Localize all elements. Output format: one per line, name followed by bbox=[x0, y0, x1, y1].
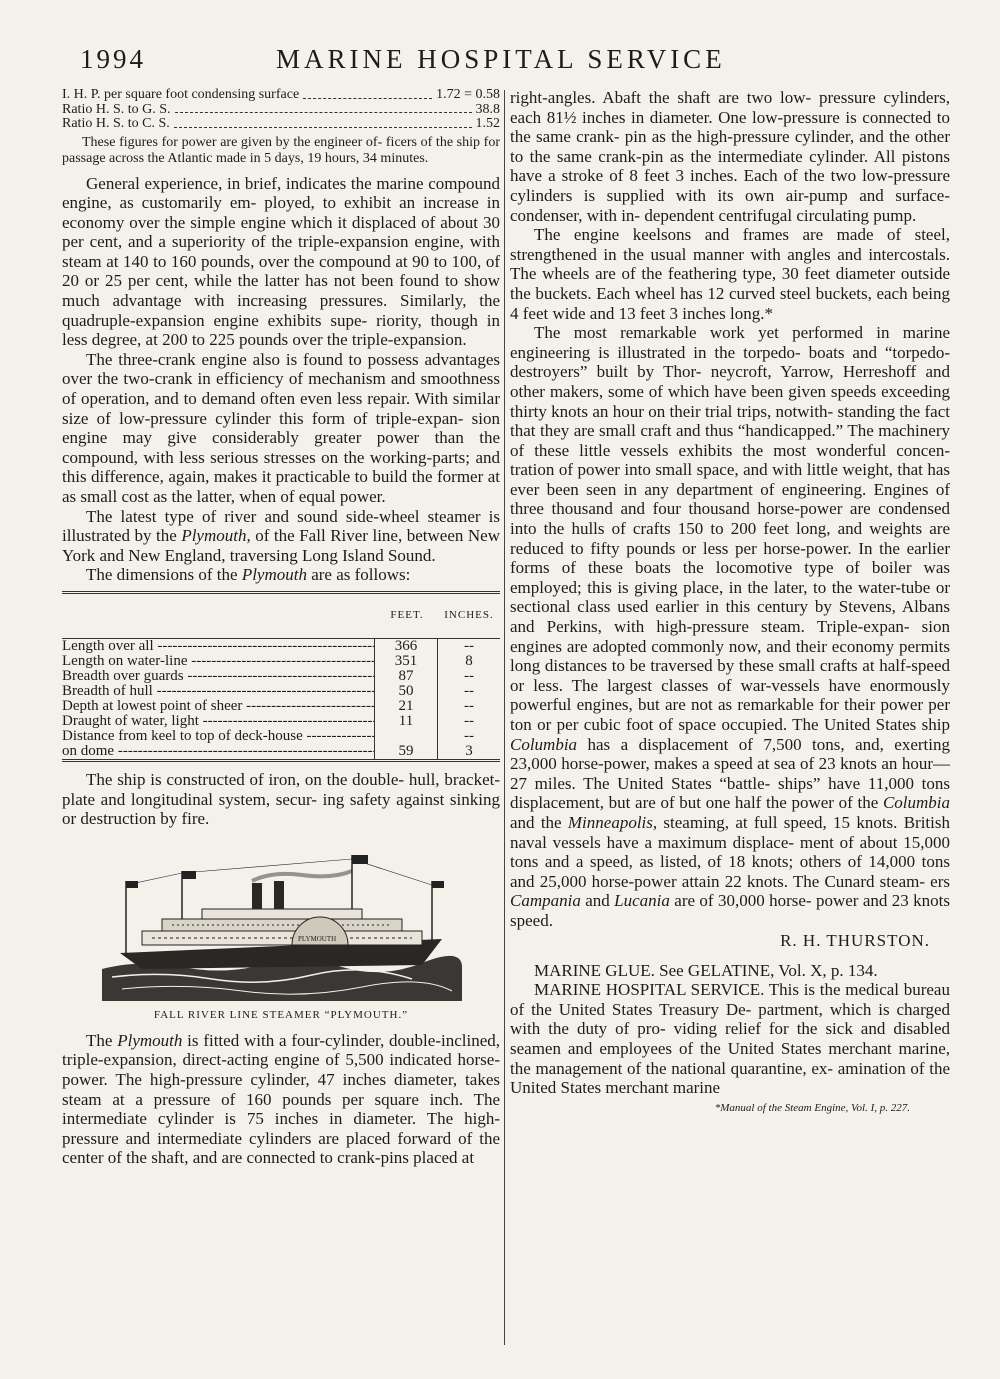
entry-marine-glue: MARINE GLUE. See GELATINE, Vol. X, p. 134. bbox=[534, 960, 878, 980]
entry-marine-hospital-service: MARINE HOSPITAL SERVICE. This is the medical bureau of the United States Treasury De- partment, which is charged with the duty of pro- viding relief for the sick and disabled seamen and employees of the United States merchant marine, the management of the national quarantine, ex- amination of the United States merchant marine bbox=[510, 980, 950, 1098]
figure-caption: FALL RIVER LINE STEAMER “PLYMOUTH.” bbox=[153, 1008, 409, 1021]
row-label: Depth at lowest point of sheer ----- bbox=[62, 699, 374, 714]
paragraph: The engine keelsons and frames are made of steel, strengthened in the usual manner with angles and intercostals. The wheels are of the feathering type, 30 feet diameter outside the buckets. Each wheel has 12 curved steel buckets, each being 4 feet wide and 13 feet 3 inches long.* bbox=[510, 225, 950, 323]
paragraph: The Plymouth is fitted with a four-cylinder, double-inclined, triple-expansion, direct-acting engine of 5,500 indicated horse-power. The high-pressure cylinder, 47 inches diameter, takes steam at a pressure of 160 pounds per square inch. The intermediate cylinder is 75 inches in diameter. The high-pressure and intermediate cylinders are placed forward of the center of the shaft, and are connected to crank-pins placed at bbox=[62, 1030, 500, 1168]
page-number: 1994 bbox=[80, 44, 146, 74]
left-column bbox=[62, 88, 500, 1168]
col-feet-header: FEET. bbox=[390, 609, 424, 622]
steamer-illustration bbox=[62, 841, 500, 1023]
paragraph: The latest type of river and sound side-wheel steamer is illustrated by the Plymouth, of the Fall River line, between New York and New England, traversing Long Island Sound. bbox=[62, 506, 500, 565]
right-column bbox=[510, 88, 950, 1114]
author-signature: R. H. THURSTON. bbox=[780, 930, 930, 950]
table-row bbox=[62, 669, 500, 684]
table-row bbox=[62, 654, 500, 669]
row-label: Draught of water, light ----- bbox=[62, 714, 374, 729]
table-row bbox=[62, 714, 500, 729]
paragraph: right-angles. Abaft the shaft are two low- pressure cylinders, each 81½ inches in diameter. One low-pressure is connected to the same crank- pin as the high-pressure cylinder, and the other to the same crank-pin as the intermediate cylinder. All pistons have a stroke of 8 feet 3 inches. Each of the two low-pressure cylinders is supplied with its own air-pump and surface-condenser, with in- dependent centrifugal circulating pump. bbox=[510, 88, 950, 225]
row-label: Length over all ----- bbox=[62, 639, 374, 654]
table-row bbox=[62, 699, 500, 714]
col-inches-header: INCHES. bbox=[444, 609, 494, 622]
table-row bbox=[62, 729, 500, 744]
row-label: Breadth over guards ----- bbox=[62, 669, 374, 684]
row-feet: 87 bbox=[374, 669, 437, 684]
steamer-drawing bbox=[102, 841, 462, 1001]
row-label: Breadth of hull ----- bbox=[62, 684, 374, 699]
row-inches: -- bbox=[437, 729, 500, 744]
row-label: Length on water-line ----- bbox=[62, 654, 374, 669]
row-feet: 351 bbox=[374, 654, 437, 669]
table-header bbox=[62, 594, 500, 639]
paragraph: The three-crank engine also is found to possess advantages over the two-crank in efficiency of mechanism and smoothness of operation, and to demand often even less repair. With similar size of low-pressure cylinder this form of triple-expan- sion engine may give considerably greater power than the compound, with less serious stresses on the working-parts; and this difference, again, makes it practicable to build the former at as small cost as the latter, when of equal power. bbox=[62, 349, 500, 506]
table-body bbox=[62, 639, 500, 759]
row-feet: 21 bbox=[374, 699, 437, 714]
power-note: These figures for power are given by the engineer of- ficers of the ship for passage across the Atlantic made in 5 days, 19 hours, 34 minutes. bbox=[62, 134, 500, 166]
row-feet: 366 bbox=[374, 639, 437, 654]
row-inches: -- bbox=[437, 669, 500, 684]
page-header bbox=[80, 44, 980, 80]
row-inches: -- bbox=[437, 714, 500, 729]
ratio-row: I. H. P. per square foot condensing surface 1.72 = 0.58 bbox=[62, 87, 500, 102]
table-row bbox=[62, 684, 500, 699]
row-feet bbox=[374, 729, 437, 744]
running-head: MARINE HOSPITAL SERVICE bbox=[276, 44, 726, 74]
footnote: *Manual of the Steam Engine, Vol. I, p. 227. bbox=[714, 1101, 910, 1114]
row-label: Distance from keel to top of deck-house ----- bbox=[62, 729, 374, 744]
row-label: on dome ----- bbox=[62, 744, 374, 759]
table-row bbox=[62, 639, 500, 654]
column-divider bbox=[504, 90, 505, 1345]
row-inches: -- bbox=[437, 639, 500, 654]
row-inches: 3 bbox=[437, 744, 500, 759]
row-inches: 8 bbox=[437, 654, 500, 669]
paragraph: The ship is constructed of iron, on the double- hull, bracket-plate and longitudinal system, secur- ing safety against sinking or destruction by fire. bbox=[62, 769, 500, 829]
paragraph: The most remarkable work yet performed in marine engineering is illustrated in the torpedo- boats and “torpedo-destroyers” built by Thor- neycroft, Yarrow, Herreshoff and other makers, some of which have been given speeds exceeding thirty knots an hour on their trial trips, notwith- standing the fact that they are small craft and thus “handicapped.” The machinery of these little vessels exhibits the most wonderful concen- tration of power into small space, and with little weight, that has ever been seen in any department of engineering. Engines of three thousand and four thousand horse-power are condensed into the hulls of crafts 150 to 200 feet long, and weights are reduced to fifty pounds or less per horse-power. In the earlier forms of these boats the locomotive type of boiler was employed; this is giving place, in the later, to the water-tube or sectional class used earlier in this century by Stevens, Albans and Perkins, with high-pressure steam. Triple-expan- sion engines are adopted commonly now, and their economy permits long distances to be traversed by these small crafts at half-speed or less. The largest classes of war-vessels have enormously powerful engines, but are not as remarkable for their power per ton or per cubic foot of space occupied. The United States ship Columbia has a displacement of 7,500 tons, and, exerting 23,000 horse-power, makes a speed at sea of 23 knots an hour—27 miles. The United States “battle- ships” have 11,000 tons displacement, but are of but one half the power of the Columbia and the Minneapolis, steaming, at full speed, 15 knots. British naval vessels have a maximum displace- ment of about 15,000 tons and a speed, as listed, of 18 knots; others of 14,000 tons and 25,000 horse-power attain 22 knots. The Cunard steam- ers Campania and Lucania are of 30,000 horse- power and 23 knots speed. bbox=[510, 323, 951, 930]
ratio-row: Ratio H. S. to C. S. 1.52 bbox=[62, 116, 500, 131]
paragraph: The dimensions of the Plymouth are as follows: bbox=[86, 565, 411, 585]
ratio-row: Ratio H. S. to G. S. 38.8 bbox=[62, 101, 500, 117]
row-inches: -- bbox=[437, 699, 500, 714]
hull-name-label: PLYMOUTH bbox=[298, 934, 337, 943]
row-feet: 59 bbox=[374, 744, 437, 759]
row-inches: -- bbox=[437, 684, 500, 699]
power-ratios bbox=[62, 88, 500, 132]
dimensions-table bbox=[62, 591, 500, 762]
paragraph: General experience, in brief, indicates the marine compound engine, as customarily em- ployed, to exhibit an increase in economy over the simple engine which it displaced of about 30 per cent, and a superiority of the triple-expansion engine, with steam at 140 to 160 pounds, over the compound at 90 to 100, of 20 or 25 per cent, while the latter has not been found to show much advantage with increasing pressures. Similarly, the quadruple-expansion engine exhibits supe- riority, though in less degree, at 200 to 225 pounds over the triple-expansion. bbox=[62, 173, 500, 350]
row-feet: 11 bbox=[374, 714, 437, 729]
table-row bbox=[62, 744, 500, 759]
row-feet: 50 bbox=[374, 684, 437, 699]
